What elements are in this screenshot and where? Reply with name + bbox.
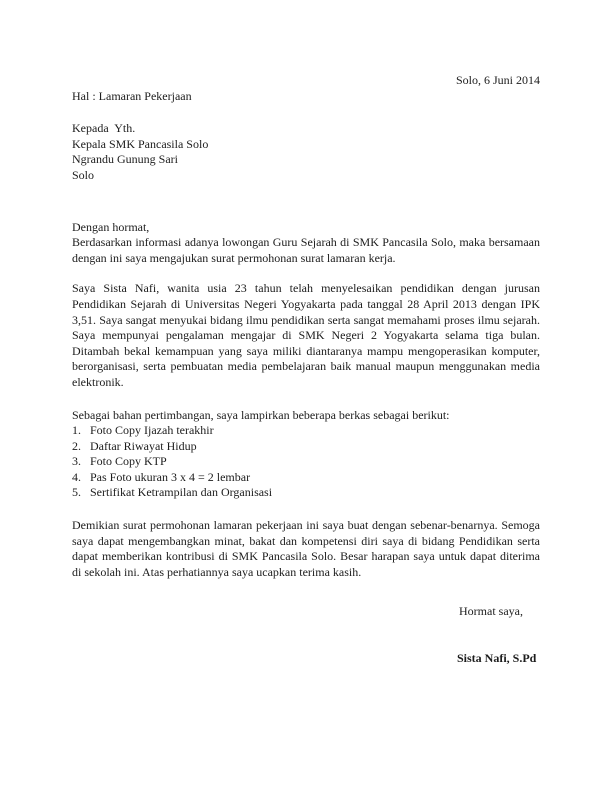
greeting-line: Dengan hormat, bbox=[72, 219, 150, 234]
recipient-block bbox=[72, 121, 540, 183]
opening-paragraph: Berdasarkan informasi adanya lowongan Guru Sejarah di SMK Pancasila Solo, maka bersamaan dengan ini saya mengajukan surat permohonan surat lamaran kerja. bbox=[72, 235, 540, 265]
signature-name: Sista Nafi, S.Pd bbox=[457, 651, 537, 666]
attachments-block bbox=[72, 408, 540, 502]
recipient-city: Solo bbox=[72, 167, 95, 182]
closing-paragraph: Demikian surat permohonan lamaran pekerjaan ini saya buat dengan sebenar-benarnya. Semoga saya dapat mengembangkan minat, bakat dan kompetensi diri saya di bidang Pendidikan serta dapat memberikan kontribusi di SMK Pancasila Solo. Besar harapan saya untuk dapat diterima di sekolah ini. Atas perhatiannya saya ucapkan terima kasih. bbox=[72, 518, 540, 579]
attachment-item bbox=[72, 454, 540, 470]
attachment-item-number: 2. bbox=[72, 438, 81, 453]
attachment-item-text: Sertifikat Ketrampilan dan Organisasi bbox=[90, 485, 273, 500]
recipient-name: Kepala SMK Pancasila Solo bbox=[72, 136, 209, 151]
attachments-intro: Sebagai bahan pertimbangan, saya lampirkan beberapa berkas sebagai berikut: bbox=[72, 407, 450, 422]
attachment-item-text: Pas Foto ukuran 3 x 4 = 2 lembar bbox=[90, 469, 251, 484]
attachment-item-text: Foto Copy Ijazah terakhir bbox=[90, 423, 214, 438]
recipient-address: Ngrandu Gunung Sari bbox=[72, 152, 178, 167]
date-line: Solo, 6 Juni 2014 bbox=[455, 73, 540, 87]
signature-closing: Hormat saya, bbox=[459, 604, 523, 619]
subject-line: Hal : Lamaran Pekerjaan bbox=[72, 88, 192, 103]
attachment-item-text: Foto Copy KTP bbox=[90, 454, 167, 469]
attachment-item bbox=[72, 423, 540, 439]
attachment-item-number: 4. bbox=[72, 469, 81, 484]
attachment-item-text: Daftar Riwayat Hidup bbox=[90, 438, 197, 453]
recipient-salutation: Kepada Yth. bbox=[72, 121, 136, 136]
qualifications-paragraph: Saya Sista Nafi, wanita usia 23 tahun telah menyelesaikan pendidikan dengan jurusan Pendidikan Sejarah di Universitas Negeri Yogyakarta pada tanggal 28 April 2013 dengan IPK 3,51. Saya sangat menyukai bidang ilmu pendidikan serta sangat memahami proses ilmu sejarah. Saya mempunyai pengalaman mengajar di SMK Negeri 2 Yogyakarta selama tiga bulan. Ditambah bekal kemampuan yang saya miliki diantaranya mampu mengoperasikan komputer, berorganisasi, serta pembuatan media pembelajaran baik manual maupun menggunakan media elektronik. bbox=[72, 281, 540, 389]
attachment-item bbox=[72, 470, 540, 486]
attachment-item bbox=[72, 439, 540, 455]
opening-block bbox=[72, 220, 540, 267]
attachment-item-number: 3. bbox=[72, 454, 81, 469]
attachment-item-number: 1. bbox=[72, 423, 81, 438]
attachment-item-number: 5. bbox=[72, 485, 81, 500]
letter-content bbox=[72, 73, 540, 667]
attachment-item bbox=[72, 485, 540, 501]
